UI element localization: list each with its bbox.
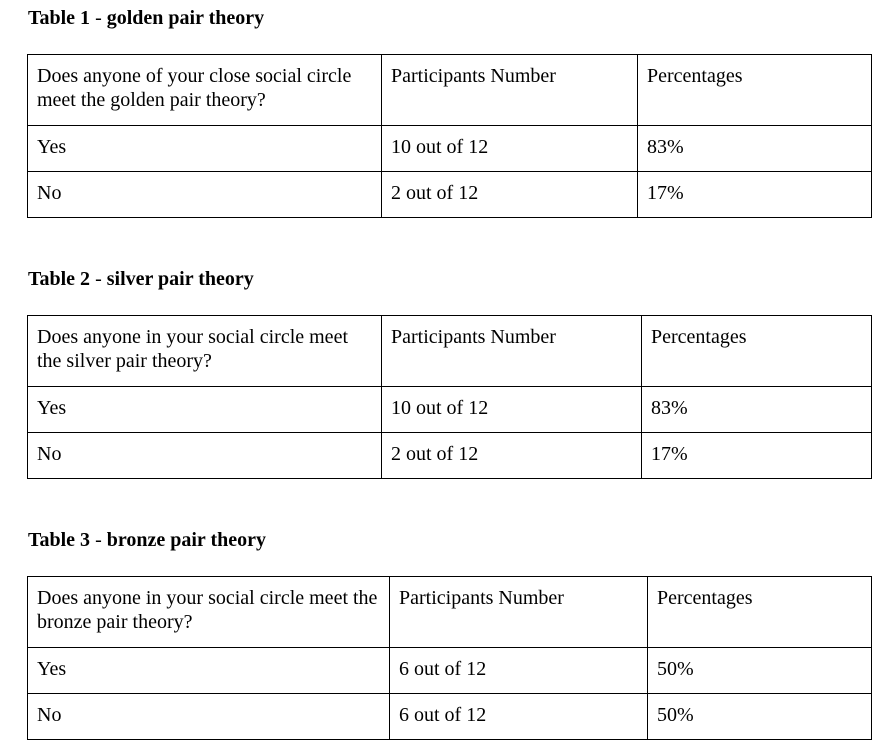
table-1-golden-pair [27, 54, 872, 218]
header-cell-percentages: Percentages [638, 55, 872, 126]
cell-participants: 2 out of 12 [382, 433, 642, 479]
table-header-row [28, 55, 872, 126]
table-2-silver-pair [27, 315, 872, 479]
table-row [28, 387, 872, 433]
cell-participants: 6 out of 12 [390, 694, 648, 740]
cell-percentage: 83% [638, 126, 872, 172]
header-cell-question: Does anyone in your social circle meet the bronze pair theory? [28, 577, 390, 648]
table-3-bronze-pair [27, 576, 872, 740]
cell-answer: Yes [28, 126, 382, 172]
cell-percentage: 50% [648, 648, 872, 694]
header-cell-participants: Participants Number [382, 55, 638, 126]
header-cell-percentages: Percentages [642, 316, 872, 387]
table-3-caption-number: Table 3 [28, 529, 91, 551]
table-1-caption-number: Table 1 [28, 7, 91, 29]
table-3-caption-separator: - [90, 529, 107, 551]
table-2-caption [28, 267, 254, 291]
header-cell-percentages: Percentages [648, 577, 872, 648]
table-1-caption-separator: - [90, 7, 107, 29]
cell-answer: No [28, 433, 382, 479]
table-row [28, 648, 872, 694]
cell-percentage: 17% [642, 433, 872, 479]
table-3-caption [28, 528, 266, 552]
table-row [28, 694, 872, 740]
cell-participants: 10 out of 12 [382, 126, 638, 172]
header-cell-question: Does anyone of your close social circle meet the golden pair theory? [28, 55, 382, 126]
cell-answer: Yes [28, 387, 382, 433]
table-2-caption-title: silver pair theory [106, 268, 254, 290]
cell-percentage: 50% [648, 694, 872, 740]
cell-answer: Yes [28, 648, 390, 694]
table-1-caption-title: golden pair theory [106, 7, 265, 29]
table-header-row [28, 316, 872, 387]
header-cell-question: Does anyone in your social circle meet the silver pair theory? [28, 316, 382, 387]
cell-percentage: 83% [642, 387, 872, 433]
table-row [28, 433, 872, 479]
table-1-caption [28, 6, 264, 30]
table-row [28, 172, 872, 218]
cell-participants: 6 out of 12 [390, 648, 648, 694]
header-cell-participants: Participants Number [390, 577, 648, 648]
table-header-row [28, 577, 872, 648]
table-3-caption-title: bronze pair theory [106, 529, 266, 551]
header-cell-participants: Participants Number [382, 316, 642, 387]
table-2-caption-number: Table 2 [28, 268, 91, 290]
cell-participants: 2 out of 12 [382, 172, 638, 218]
cell-answer: No [28, 694, 390, 740]
cell-answer: No [28, 172, 382, 218]
cell-percentage: 17% [638, 172, 872, 218]
table-2-caption-separator: - [90, 268, 107, 290]
table-row [28, 126, 872, 172]
cell-participants: 10 out of 12 [382, 387, 642, 433]
